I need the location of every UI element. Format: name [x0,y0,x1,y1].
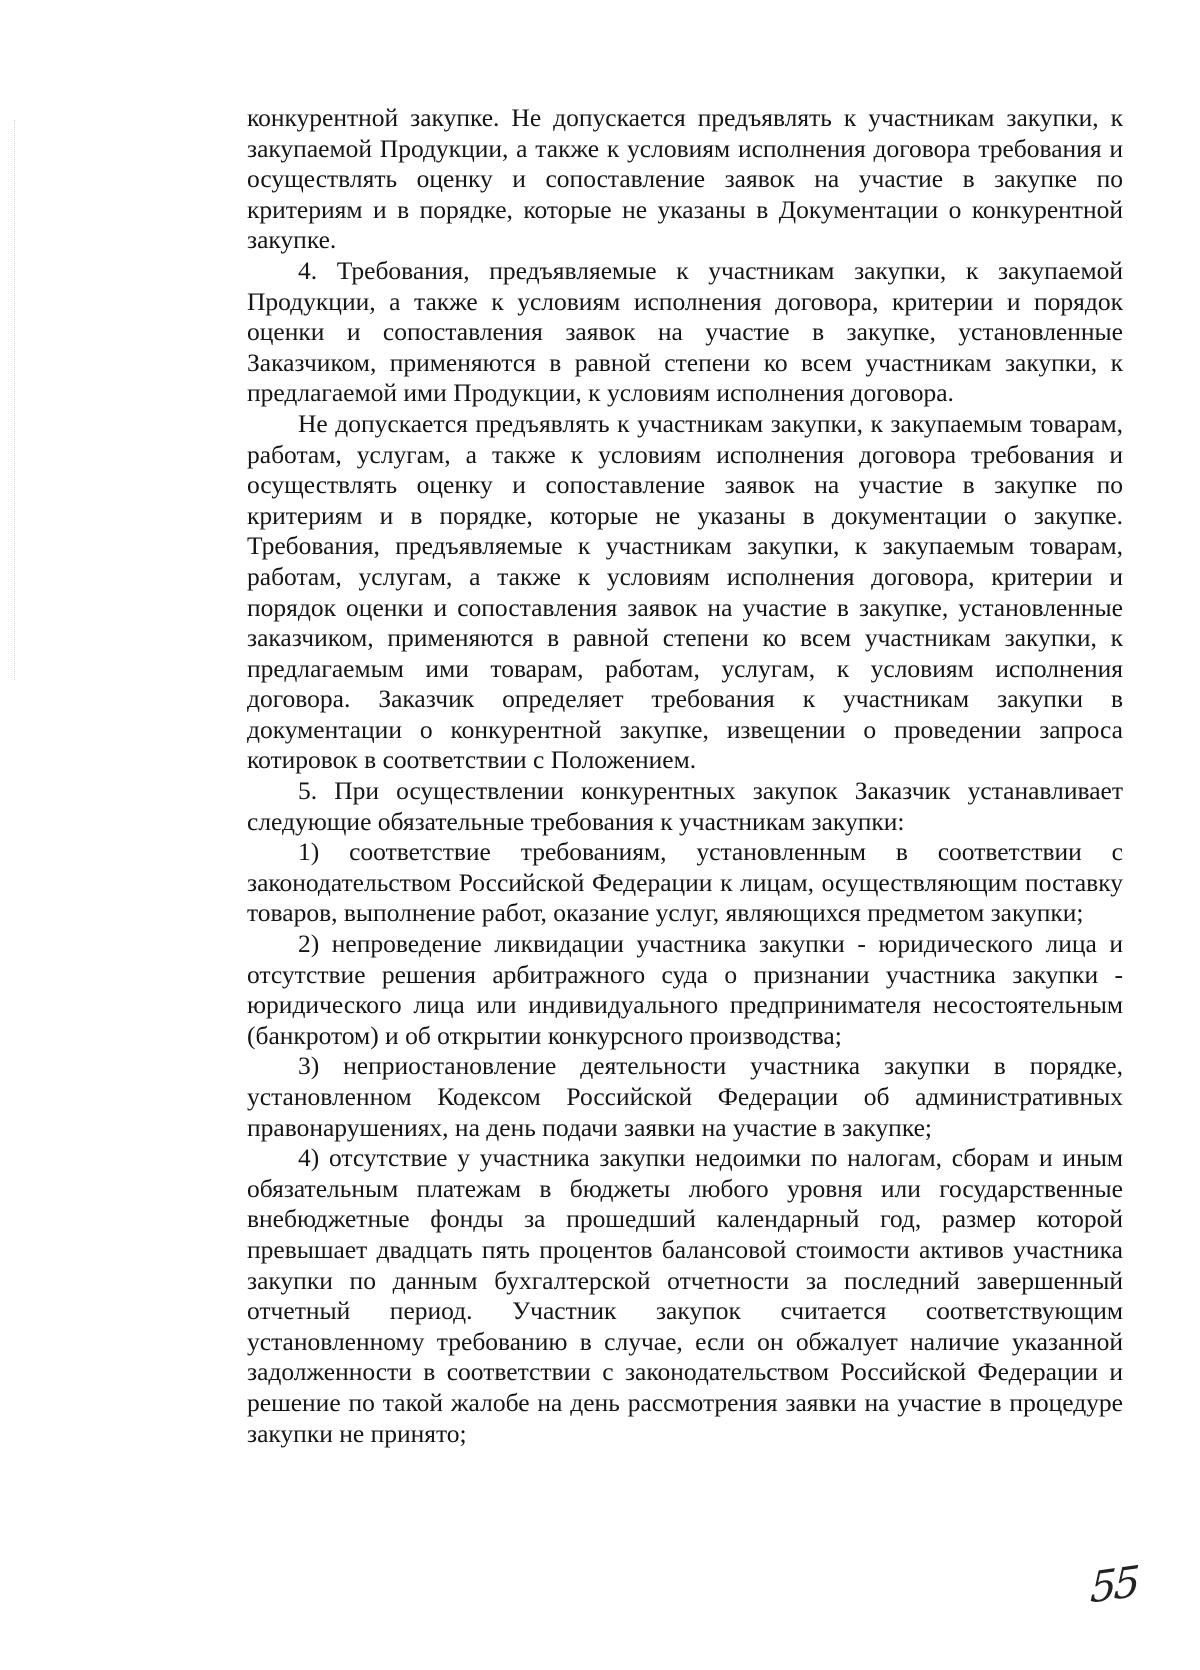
scan-edge-artifact [14,120,21,680]
paragraph-subitem-3: 3) неприостановление деятельности участника закупки в порядке, установленном Кодексом Российской Федерации об административных правонарушениях, на день подачи заявки на участие в закупке; [247,1051,1123,1142]
paragraph-restrictions: Не допускается предъявлять к участникам закупки, к закупаемым товарам, работам, услугам, а также к условиям исполнения договора требования и осуществлять оценку и сопоставление заявок на участие в закупке по критериям и в порядке, которые не указаны в документации о закупке. Требования, предъявляемые к участникам закупки, к закупаемым товарам, работам, услугам, а также к условиям исполнения договора, критерии и порядок оценки и сопоставления заявок на участие в закупке, установленные заказчиком, применяются в равной степени ко всем участникам закупки, к предлагаемым ими товарам, работам, услугам, к условиям исполнения договора. Заказчик определяет требования к участникам закупки в документации о конкурентной закупке, извещении о проведении запроса котировок в соответствии с Положением. [247,408,1123,775]
paragraph-subitem-2: 2) непроведение ликвидации участника закупки - юридического лица и отсутствие решения арбитражного суда о признании участника закупки - юридического лица или индивидуального предпринимателя несостоятельным (банкротом) и об открытии конкурсного производства; [247,929,1123,1050]
handwritten-page-number: 55 [1089,1556,1139,1613]
paragraph-item-4: 4. Требования, предъявляемые к участникам закупки, к закупаемой Продукции, а также к условиям исполнения договора, критерии и порядок оценки и сопоставления заявок на участие в закупке, установленные Заказчиком, применяются в равной степени ко всем участникам закупки, к предлагаемой ими Продукции, к условиям исполнения договора. [247,255,1123,408]
paragraph-item-5: 5. При осуществлении конкурентных закупок Заказчик устанавливает следующие обязательные требования к участникам закупки: [247,776,1123,836]
document-body [247,103,1123,1449]
paragraph-continuation: конкурентной закупке. Не допускается предъявлять к участникам закупки, к закупаемой Продукции, а также к условиям исполнения договора требования и осуществлять оценку и сопоставление заявок на участие в закупке по критериям и в порядке, которые не указаны в Документации о конкурентной закупке. [247,103,1123,255]
paragraph-subitem-4: 4) отсутствие у участника закупки недоимки по налогам, сборам и иным обязательным платежам в бюджеты любого уровня или государственные внебюджетные фонды за прошедший календарный год, размер которой превышает двадцать пять процентов балансовой стоимости активов участника закупки по данным бухгалтерской отчетности за последний завершенный отчетный период. Участник закупок считается соответствующим установленному требованию в случае, если он обжалует наличие указанной задолженности в соответствии с законодательством Российской Федерации и решение по такой жалобе на день рассмотрения заявки на участие в процедуре закупки не принято; [247,1143,1123,1448]
paragraph-subitem-1: 1) соответствие требованиям, установленным в соответствии с законодательством Российской Федерации к лицам, осуществляющим поставку товаров, выполнение работ, оказание услуг, являющихся предметом закупки; [247,837,1123,928]
